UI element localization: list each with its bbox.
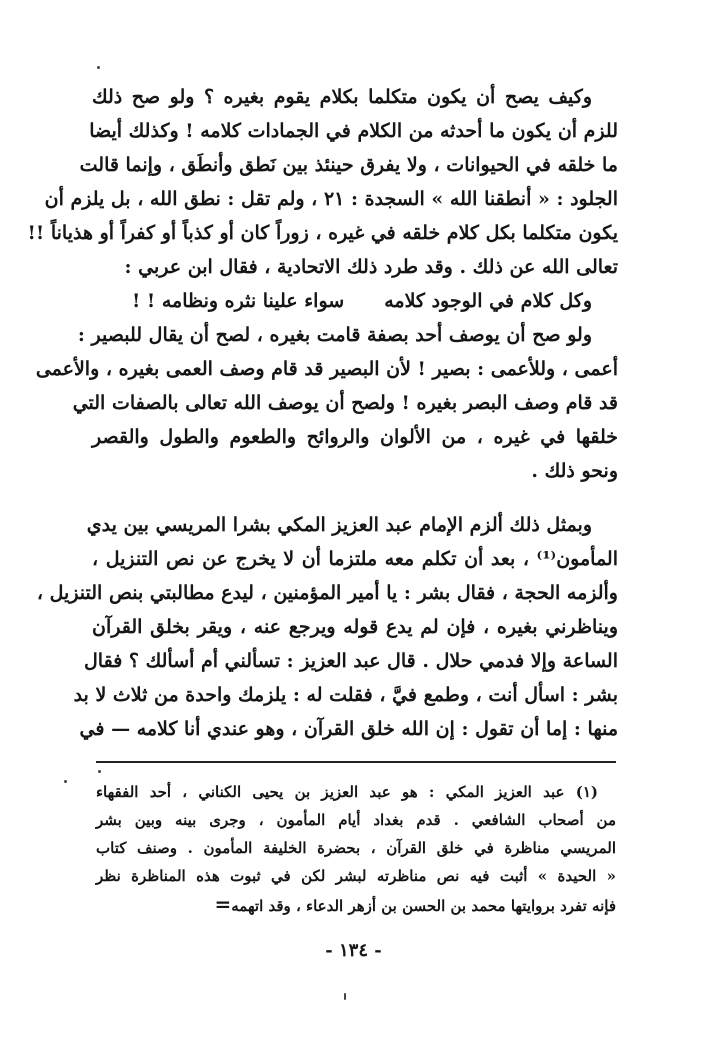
- text-line: وكيف يصح أن يكون متكلما بكلام يقوم بغيره ؟ ولو صح ذلك: [92, 86, 592, 108]
- footnote-line: من أصحاب الشافعي . قدم بغداد أيام المأمون ، وجرى بينه وبين بشر: [96, 811, 616, 829]
- text-line: بشر : اسأل أنت ، وطمع فيَّ ، فقلت له : يلزمك واحدة من ثلاث لا بد: [73, 684, 618, 706]
- continuation-mark: =: [214, 892, 232, 916]
- print-speck: [97, 66, 100, 69]
- text-line: الجلود : « أنطقنا الله » السجدة : ٢١ ، ولم تقل : نطق الله ، بل يلزم أن: [44, 188, 618, 210]
- text-line: وألزمه الحجة ، فقال بشر : يا أمير المؤمنين ، ليدع مطالبتي بنص التنزيل ،: [36, 582, 618, 604]
- text-line: للزم أن يكون ما أحدثه من الكلام في الجمادات كلامه ! وكذلك أيضا: [89, 120, 618, 142]
- text-line: ويناظرني بغيره ، فإن لم يدع قوله ويرجع عنه ، ويقر بخلق القرآن: [92, 616, 618, 638]
- main-text: [27, 80, 618, 746]
- footnote-line: (١) عبد العزيز المكي : هو عبد العزيز بن يحيى الكناني ، أحد الفقهاء: [96, 783, 598, 801]
- verse-first-hemistich: وكل كلام في الوجود كلامه: [384, 290, 592, 312]
- paragraph-gap: [92, 488, 618, 508]
- print-speck: [64, 780, 67, 783]
- text-line: ما خلقه في الحيوانات ، ولا يفرق حينئذ بين نَطق وأنطَق ، وإنما قالت: [79, 154, 618, 176]
- text-line: ولو صح أن يوصف أحد بصفة قامت بغيره ، لصح أن يقال للبصير :: [77, 324, 592, 346]
- footnote-line-last: [96, 890, 616, 918]
- footnote-divider: [96, 761, 616, 763]
- text-line: ونحو ذلك .: [531, 460, 618, 482]
- print-speck: [98, 770, 101, 773]
- footnote-line-text: فإنه تفرد بروايتها محمد بن الحسن بن أزهر الدعاء ، وقد اتهمه: [231, 897, 616, 915]
- text-line: تعالى الله عن ذلك . وقد طرد ذلك الاتحادية ، فقال ابن عربي :: [124, 256, 618, 278]
- text-line: المأمون⁽¹⁾ ، بعد أن تكلم معه ملتزما أن لا يخرج عن نص التنزيل ،: [92, 548, 618, 570]
- text-line: أعمى ، وللأعمى : بصير ! لأن البصير قد قام وصف العمى بغيره ، والأعمى: [35, 358, 618, 380]
- text-line: منها : إما أن تقول : إن الله خلق القرآن ، وهو عندي أنا كلامه — في: [79, 718, 618, 740]
- page-number: - ١٣٤ -: [325, 940, 382, 961]
- footnote-block: [96, 778, 616, 918]
- text-line: يكون متكلما بكل كلام خلقه في غيره ، زوراً كان أو كذباً أو كفراً أو هذياناً !!: [27, 222, 618, 244]
- print-speck: [344, 993, 346, 1000]
- verse-second-hemistich: سواء علينا نثره ونظامه ! !: [131, 290, 345, 312]
- text-line: الساعة وإلا فدمي حلال . قال عبد العزيز : تسألني أم أسألك ؟ فقال: [84, 650, 618, 672]
- footnote-line: المريسي مناظرة في خلق القرآن ، بحضرة الخليفة المأمون . وصنف كتاب: [96, 839, 616, 857]
- text-line: وبمثل ذلك ألزم الإمام عبد العزيز المكي بشرا المريسي بين يدي: [86, 514, 592, 536]
- text-line: قد قام وصف البصر بغيره ! ولصح أن يوصف الله تعالى بالصفات التي: [72, 392, 618, 414]
- poem-verse: [92, 284, 618, 318]
- text-line: خلقها في غيره ، من الألوان والروائح والطعوم والطول والقصر: [92, 426, 618, 448]
- footnote-line: « الحيدة » أثبت فيه نص مناظرته لبشر لكن في ثبوت هذه المناظرة نظر: [96, 867, 616, 885]
